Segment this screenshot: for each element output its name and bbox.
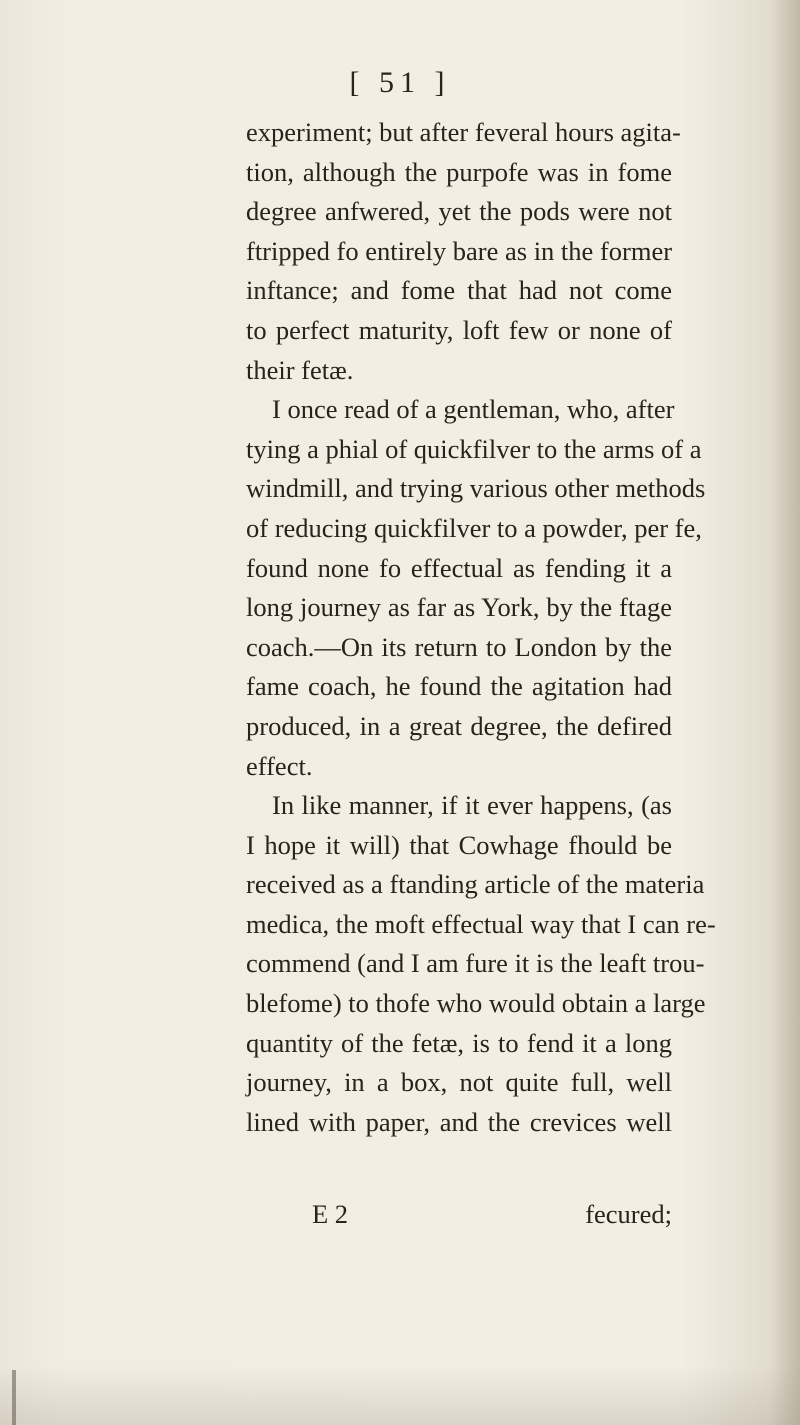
text-line: tion, although the purpofe was in fome <box>246 156 672 187</box>
text-line: In like manner, if it ever happens, (as <box>272 790 672 821</box>
text-line: inftance; and fome that had not come <box>246 275 672 306</box>
text-line: fame coach, he found the agitation had <box>246 671 672 702</box>
page-number-header: [ 51 ] <box>349 66 451 99</box>
text-line: degree anfwered, yet the pods were not <box>246 196 672 227</box>
body-text <box>246 113 716 1142</box>
text-line: windmill, and trying various other methods <box>246 473 706 504</box>
text-line: tying a phial of quickfilver to the arms of a <box>246 433 702 464</box>
page-edge-shadow <box>770 0 800 1425</box>
text-line: quantity of the fetæ, is to fend it a long <box>246 1027 672 1058</box>
text-line: experiment; but after feveral hours agita- <box>246 117 681 147</box>
text-line: long journey as far as York, by the ftage <box>246 592 672 623</box>
text-line: their fetæ. <box>246 354 354 385</box>
page-bottom-shadow <box>0 1365 800 1425</box>
text-line: received as a ftanding article of the materia <box>246 869 705 900</box>
binding-edge <box>12 1370 16 1425</box>
text-line: journey, in a box, not quite full, well <box>246 1067 672 1098</box>
text-line: I once read of a gentleman, who, after <box>272 394 675 425</box>
text-line: produced, in a great degree, the defired <box>246 710 672 741</box>
text-line: lined with paper, and the crevices well <box>246 1106 672 1137</box>
text-line: ftripped fo entirely bare as in the former <box>246 235 673 266</box>
text-line: to perfect maturity, loft few or none of <box>246 314 672 345</box>
text-line: commend (and I am fure it is the leaft trou- <box>246 948 705 979</box>
page-footer <box>246 1195 672 1235</box>
text-line: coach.—On its return to London by the <box>246 631 672 662</box>
text-line: medica, the moft effectual way that I can re- <box>246 908 716 939</box>
text-line: blefome) to thofe who would obtain a large <box>246 988 706 1019</box>
signature-mark: E 2 <box>312 1199 349 1229</box>
text-line: found none fo effectual as fending it a <box>246 552 672 583</box>
text-line: I hope it will) that Cowhage fhould be <box>246 829 672 860</box>
catchword: fecured; <box>585 1199 672 1229</box>
text-line: of reducing quickfilver to a powder, per fe, <box>246 512 702 543</box>
text-line: effect. <box>246 750 313 781</box>
